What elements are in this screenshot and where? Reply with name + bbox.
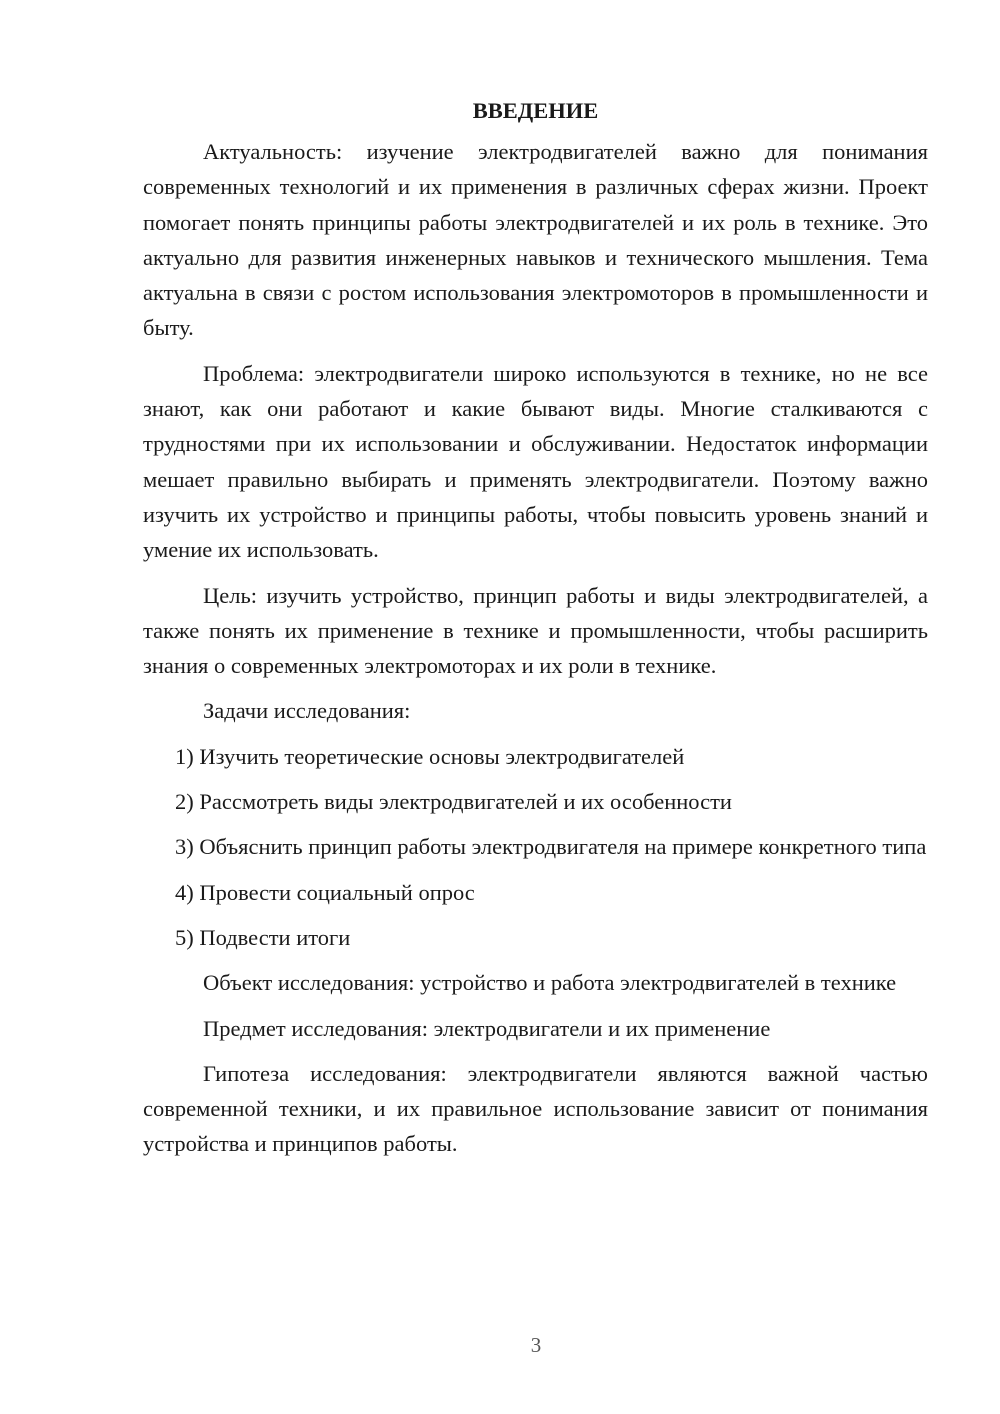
task-item: 5) Подвести итоги bbox=[175, 924, 351, 950]
document-page bbox=[143, 96, 928, 1172]
tasks-list bbox=[143, 739, 928, 955]
task-item: 3) Объяснить принцип работы электродвигателя на примере конкретного типа bbox=[175, 834, 927, 860]
hypothesis-paragraph: Гипотеза исследования: электродвигатели являются важной частью современной техники, и их правильное использование зависит от понимания устройства и принципов работы. bbox=[143, 1060, 928, 1157]
task-item: 4) Провести социальный опрос bbox=[175, 879, 475, 905]
object-paragraph: Объект исследования: устройство и работа электродвигателей в технике bbox=[203, 970, 897, 996]
task-item: 1) Изучить теоретические основы электродвигателей bbox=[175, 743, 685, 769]
page-title: ВВЕДЕНИЕ bbox=[472, 98, 599, 123]
tasks-heading: Задачи исследования: bbox=[203, 698, 411, 724]
problem-paragraph: Проблема: электродвигатели широко используются в технике, но не все знают, как они работают и какие бывают виды. Многие сталкиваются с трудностями при их использовании и обслуживании. Недостаток информации мешает правильно выбирать и применять электродвигатели. Поэтому важно изучить их устройство и принципы работы, чтобы повысить уровень знаний и умение их использовать. bbox=[143, 360, 928, 563]
subject-paragraph: Предмет исследования: электродвигатели и их применение bbox=[203, 1015, 771, 1041]
task-item: 2) Рассмотреть виды электродвигателей и их особенности bbox=[175, 789, 732, 815]
relevance-paragraph: Актуальность: изучение электродвигателей важно для понимания современных технологий и их применения в различных сферах жизни. Проект помогает понять принципы работы электродвигателей и их роль в технике. Это актуально для развития инженерных навыков и технического мышления. Тема актуальна в связи с ростом использования электромоторов в промышленности и быту. bbox=[143, 139, 928, 341]
goal-paragraph: Цель: изучить устройство, принцип работы и виды электродвигателей, а также понять их применение в технике и промышленности, чтобы расширить знания о современных электромоторах и их роли в технике. bbox=[143, 582, 928, 679]
page-number: 3 bbox=[530, 1333, 542, 1357]
